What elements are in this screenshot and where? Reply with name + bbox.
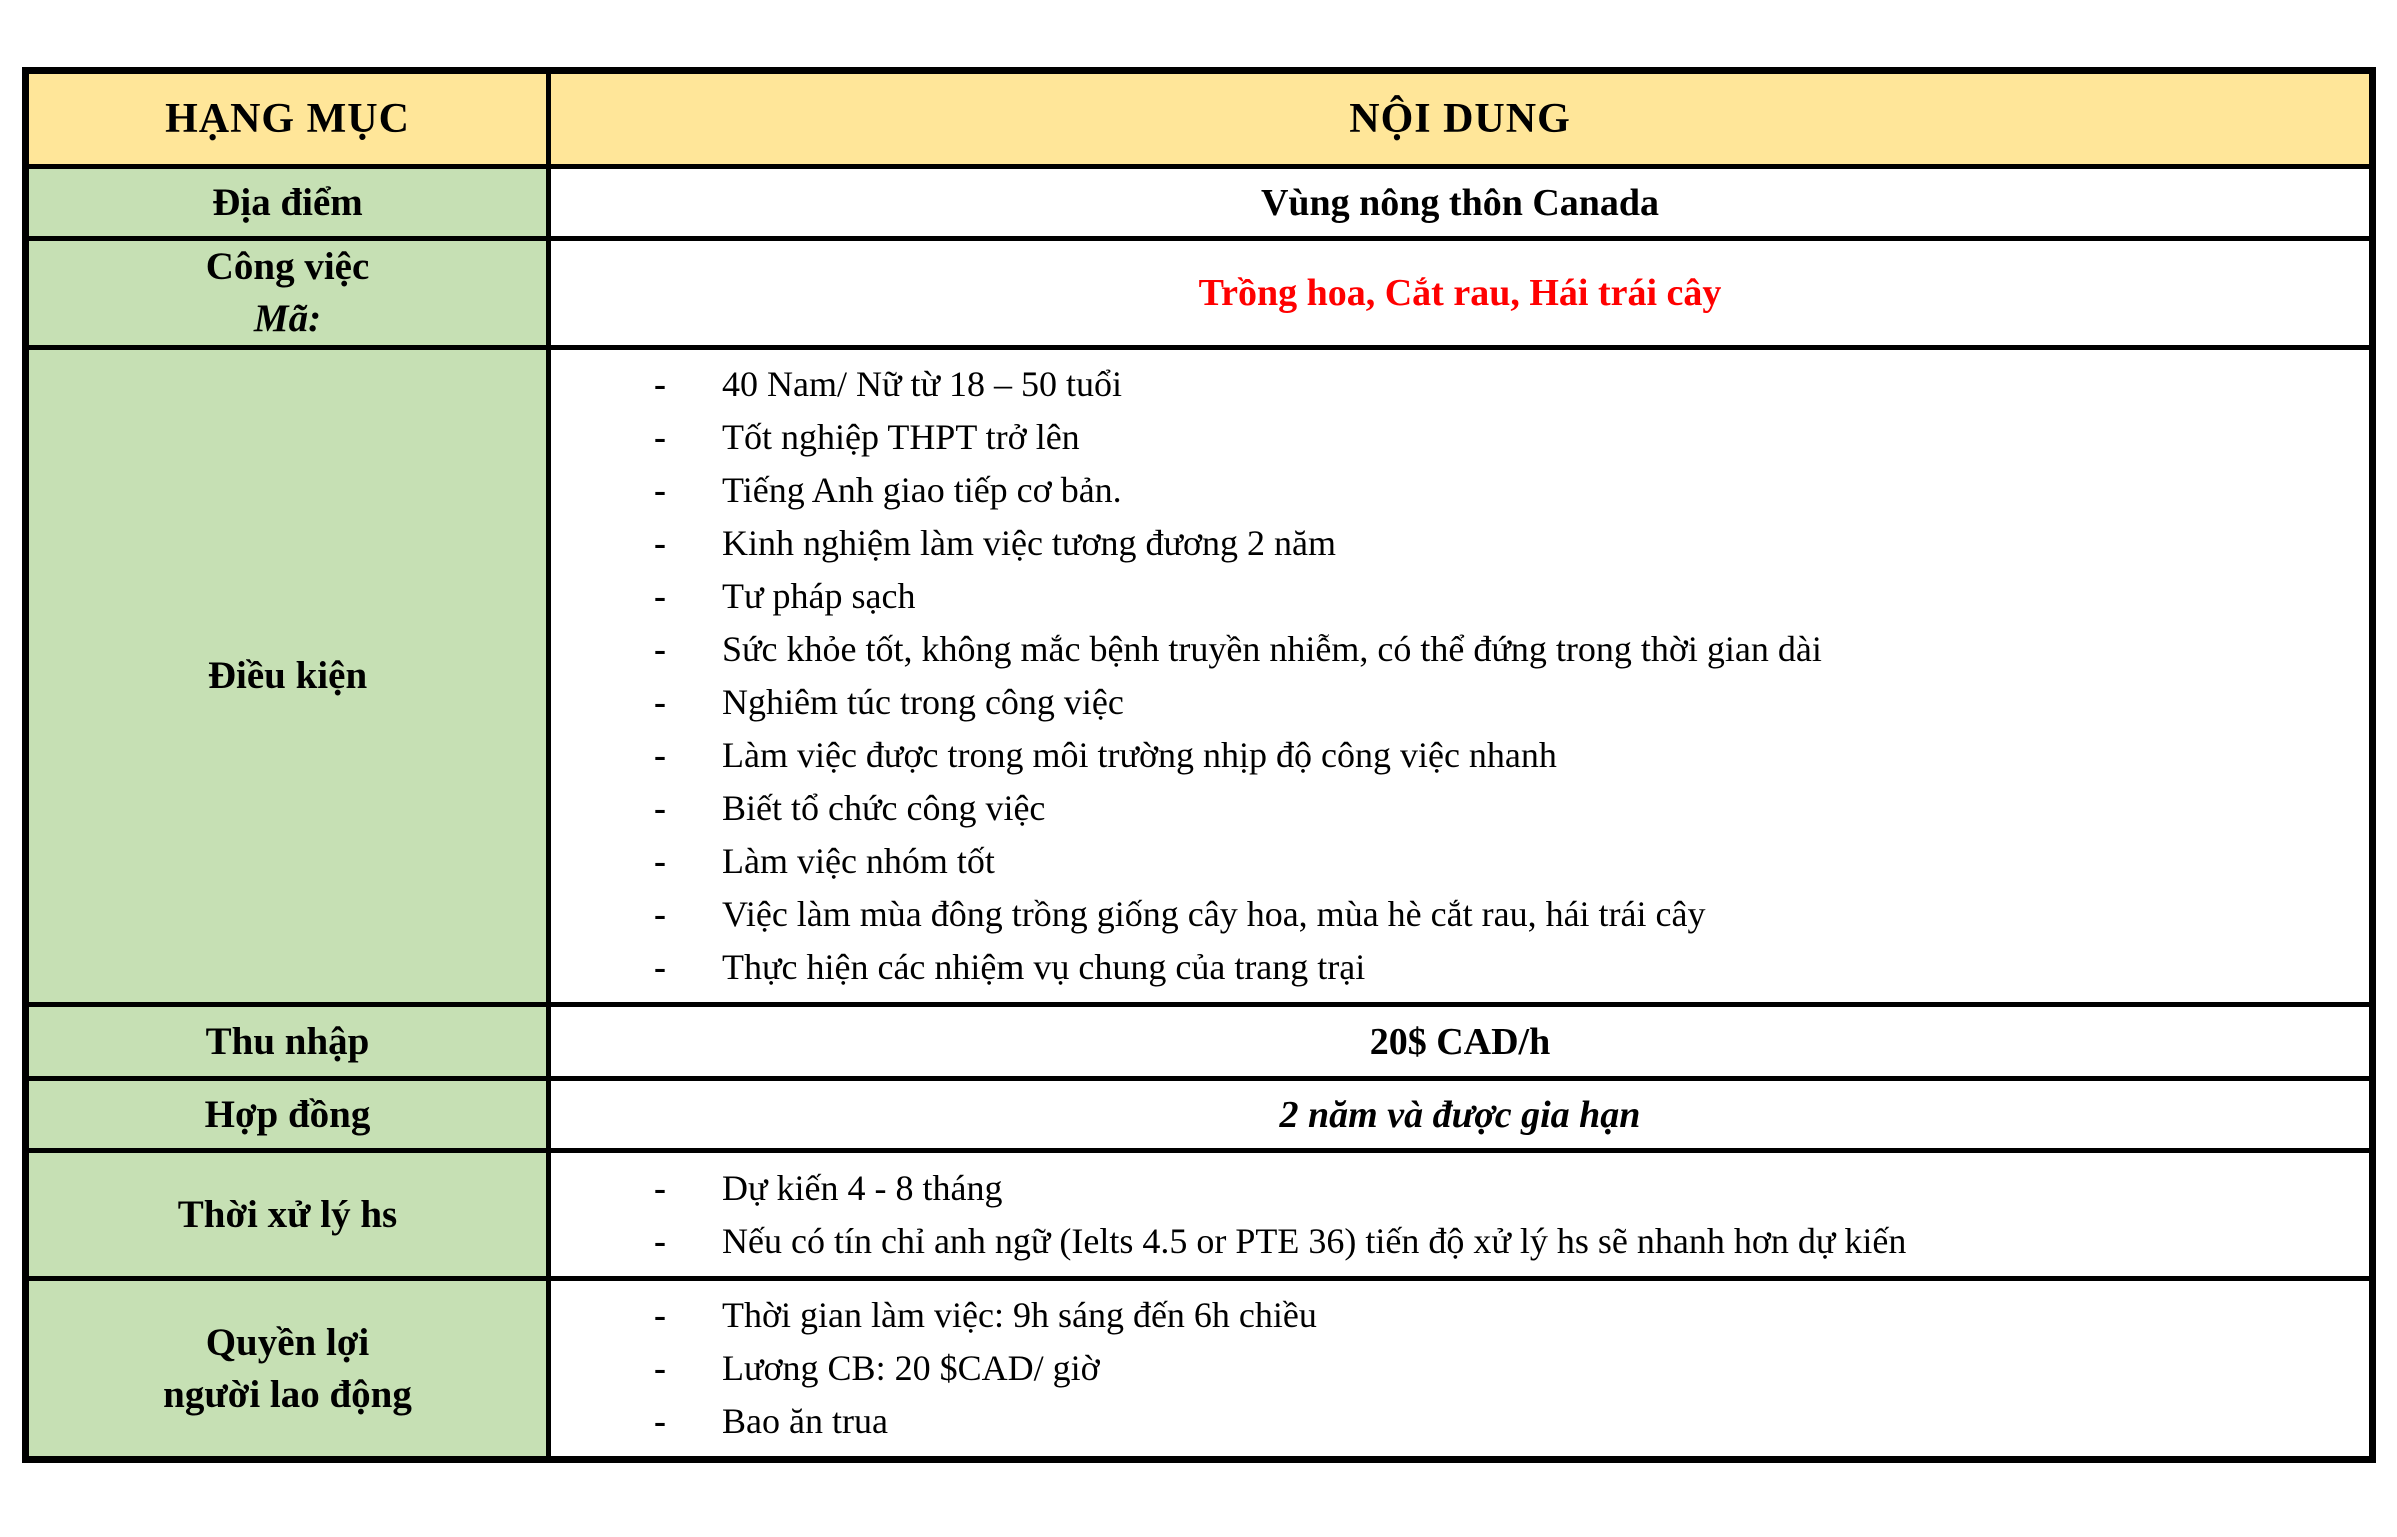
list-item-text: Thời gian làm việc: 9h sáng đến 6h chiều xyxy=(722,1295,1317,1335)
bullet-dash: - xyxy=(654,682,666,722)
dieu-kien-list xyxy=(551,358,2349,994)
bullet-dash: - xyxy=(654,947,666,987)
list-item-text: Sức khỏe tốt, không mắc bệnh truyền nhiễm, có thể đứng trong thời gian dài xyxy=(722,629,1822,669)
value-thu-nhap: 20$ CAD/h xyxy=(549,1005,2373,1079)
list-item-text: Việc làm mùa đông trồng giống cây hoa, mùa hè cắt rau, hái trái cây xyxy=(722,894,1706,934)
bullet-dash: - xyxy=(654,1220,666,1261)
list-item-text: Biết tổ chức công việc xyxy=(722,788,1046,828)
bullet-dash: - xyxy=(654,788,666,828)
value-dia-diem: Vùng nông thôn Canada xyxy=(549,167,2373,239)
list-item xyxy=(551,358,2349,411)
list-item-text: Làm việc nhóm tốt xyxy=(722,841,995,881)
bullet-dash: - xyxy=(654,735,666,775)
list-item-text: Thực hiện các nhiệm vụ chung của trang trại xyxy=(722,947,1366,987)
header-hang-muc: HẠNG MỤC xyxy=(26,71,549,167)
list-item xyxy=(551,623,2349,676)
bullet-dash: - xyxy=(654,576,666,616)
value-thoi-xu-ly xyxy=(549,1151,2373,1279)
row-dieu-kien xyxy=(26,348,2373,1005)
list-item xyxy=(551,464,2349,517)
label-dia-diem: Địa điểm xyxy=(26,167,549,239)
list-item-text: Tốt nghiệp THPT trở lên xyxy=(722,417,1080,457)
list-item xyxy=(551,570,2349,623)
thoi-xu-ly-list xyxy=(551,1162,2349,1268)
bullet-dash: - xyxy=(654,364,666,404)
list-item xyxy=(551,676,2349,729)
list-item-text: Kinh nghiệm làm việc tương đương 2 năm xyxy=(722,523,1337,563)
list-item-text: Dự kiến 4 - 8 tháng xyxy=(722,1167,1003,1208)
job-info-table xyxy=(22,67,2376,1463)
label-quyen-loi-line1: Quyền lợi xyxy=(205,1320,370,1364)
label-thu-nhap: Thu nhập xyxy=(26,1005,549,1079)
label-cong-viec xyxy=(26,239,549,348)
quyen-loi-list xyxy=(551,1289,2349,1448)
list-item-text: Lương CB: 20 $CAD/ giờ xyxy=(722,1348,1100,1388)
label-cong-viec-line2: Mã: xyxy=(253,297,322,340)
label-thoi-xu-ly: Thời xử lý hs xyxy=(26,1151,549,1279)
row-thoi-xu-ly xyxy=(26,1151,2373,1279)
list-item xyxy=(551,1162,2349,1215)
list-item-text: Bao ăn trua xyxy=(722,1401,888,1441)
label-quyen-loi xyxy=(26,1279,549,1460)
list-item xyxy=(551,1395,2349,1448)
value-hop-dong: 2 năm và được gia hạn xyxy=(549,1079,2373,1151)
list-item-text: Nghiêm túc trong công việc xyxy=(722,682,1124,722)
bullet-dash: - xyxy=(654,1295,666,1335)
row-cong-viec xyxy=(26,239,2373,348)
list-item xyxy=(551,1289,2349,1342)
list-item-text: Tiếng Anh giao tiếp cơ bản. xyxy=(722,470,1122,510)
list-item xyxy=(551,835,2349,888)
bullet-dash: - xyxy=(654,629,666,669)
bullet-dash: - xyxy=(654,417,666,457)
row-quyen-loi xyxy=(26,1279,2373,1460)
list-item xyxy=(551,782,2349,835)
label-cong-viec-line1: Công việc xyxy=(205,245,370,288)
list-item xyxy=(551,1342,2349,1395)
list-item-text: Tư pháp sạch xyxy=(722,576,916,616)
bullet-dash: - xyxy=(654,894,666,934)
value-quyen-loi xyxy=(549,1279,2373,1460)
row-thu-nhap xyxy=(26,1005,2373,1079)
bullet-dash: - xyxy=(654,1401,666,1441)
bullet-dash: - xyxy=(654,470,666,510)
row-dia-diem xyxy=(26,167,2373,239)
list-item xyxy=(551,1215,2349,1268)
header-row xyxy=(26,71,2373,167)
header-noi-dung: NỘI DUNG xyxy=(549,71,2373,167)
list-item xyxy=(551,517,2349,570)
list-item xyxy=(551,888,2349,941)
label-quyen-loi-line2: người lao động xyxy=(163,1372,412,1416)
list-item-text: 40 Nam/ Nữ từ 18 – 50 tuổi xyxy=(722,364,1123,404)
value-dieu-kien xyxy=(549,348,2373,1005)
list-item xyxy=(551,411,2349,464)
label-dieu-kien: Điều kiện xyxy=(26,348,549,1005)
list-item xyxy=(551,941,2349,994)
list-item-text: Làm việc được trong môi trường nhịp độ công việc nhanh xyxy=(722,735,1557,775)
bullet-dash: - xyxy=(654,523,666,563)
row-hop-dong xyxy=(26,1079,2373,1151)
label-hop-dong: Hợp đồng xyxy=(26,1079,549,1151)
list-item-text: Nếu có tín chỉ anh ngữ (Ielts 4.5 or PTE 36) tiến độ xử lý hs sẽ nhanh hơn dự kiến xyxy=(722,1220,1907,1261)
list-item xyxy=(551,729,2349,782)
bullet-dash: - xyxy=(654,841,666,881)
bullet-dash: - xyxy=(654,1348,666,1388)
bullet-dash: - xyxy=(654,1167,666,1208)
value-cong-viec: Trồng hoa, Cắt rau, Hái trái cây xyxy=(549,239,2373,348)
